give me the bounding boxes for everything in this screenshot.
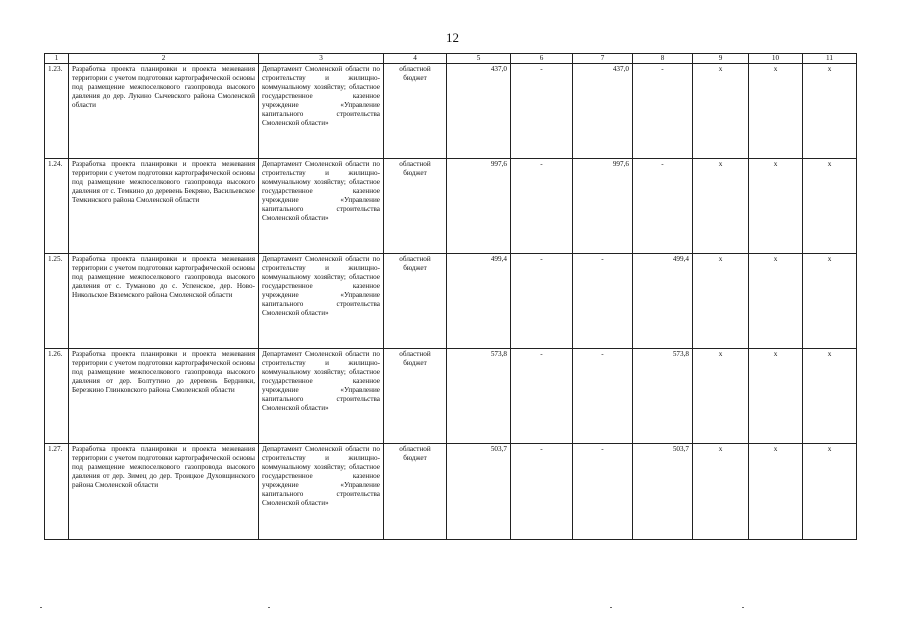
- item-col11: х: [803, 254, 857, 349]
- column-number: 5: [447, 54, 511, 64]
- item-col8: 499,4: [633, 254, 693, 349]
- column-number: 3: [259, 54, 384, 64]
- item-total: 437,0: [447, 64, 511, 159]
- item-number: 1.23.: [45, 64, 69, 159]
- item-total: 573,8: [447, 349, 511, 444]
- item-col8: -: [633, 64, 693, 159]
- item-col11: х: [803, 64, 857, 159]
- item-col7: 437,0: [573, 64, 633, 159]
- item-col9: х: [693, 159, 749, 254]
- column-number: 6: [511, 54, 573, 64]
- item-col6: -: [511, 159, 573, 254]
- item-col11: х: [803, 159, 857, 254]
- item-col11: х: [803, 349, 857, 444]
- item-executor: Департамент Смоленской области по строительству и жилищно-коммунальному хозяйству; областное государственное казенное учреждение «Управление капитального строительства Смоленской области»: [259, 254, 384, 349]
- item-col6: -: [511, 349, 573, 444]
- item-number: 1.24.: [45, 159, 69, 254]
- item-executor: Департамент Смоленской области по строительству и жилищно-коммунальному хозяйству; областное государственное казенное учреждение «Управление капитального строительства Смоленской области»: [259, 64, 384, 159]
- column-number: 4: [384, 54, 447, 64]
- item-col10: х: [749, 254, 803, 349]
- item-col6: -: [511, 444, 573, 540]
- item-total: 997,6: [447, 159, 511, 254]
- item-funding-source: областной бюджет: [384, 349, 447, 444]
- item-col9: х: [693, 349, 749, 444]
- item-funding-source: областной бюджет: [384, 159, 447, 254]
- item-col6: -: [511, 64, 573, 159]
- item-col8: 573,8: [633, 349, 693, 444]
- item-col10: х: [749, 349, 803, 444]
- item-col7: -: [573, 444, 633, 540]
- item-number: 1.27.: [45, 444, 69, 540]
- column-number: 7: [573, 54, 633, 64]
- item-col6: -: [511, 254, 573, 349]
- item-description: Разработка проекта планировки и проекта межевания территории с учетом подготовки картографической основы под размещение межпоселкового газопровода высокого давления от дер. Болтутино до деревень Бердники, Березкино Глинковского района Смоленской области: [69, 349, 259, 444]
- item-funding-source: областной бюджет: [384, 444, 447, 540]
- item-description: Разработка проекта планировки и проекта межевания территории с учетом подготовки картографической основы под размещение межпоселкового газопровода высокого давления от дер. Зимец до дер. Троицкое Духовщинского района Смоленской области: [69, 444, 259, 540]
- table-row: [45, 159, 857, 254]
- scan-speck: [268, 607, 270, 608]
- column-number: 2: [69, 54, 259, 64]
- item-executor: Департамент Смоленской области по строительству и жилищно-коммунальному хозяйству; областное государственное казенное учреждение «Управление капитального строительства Смоленской области»: [259, 349, 384, 444]
- item-description: Разработка проекта планировки и проекта межевания территории с учетом подготовки картографической основы под размещение межпоселкового газопровода высокого давления до дер. Лукино Сычевского района Смоленской области: [69, 64, 259, 159]
- item-executor: Департамент Смоленской области по строительству и жилищно-коммунальному хозяйству; областное государственное казенное учреждение «Управление капитального строительства Смоленской области»: [259, 444, 384, 540]
- column-number: 10: [749, 54, 803, 64]
- item-total: 499,4: [447, 254, 511, 349]
- column-number: 1: [45, 54, 69, 64]
- column-numbers-row: [45, 54, 857, 64]
- item-executor: Департамент Смоленской области по строительству и жилищно-коммунальному хозяйству; областное государственное казенное учреждение «Управление капитального строительства Смоленской области»: [259, 159, 384, 254]
- page-number: 12: [446, 30, 459, 45]
- item-total: 503,7: [447, 444, 511, 540]
- table-row: [45, 64, 857, 159]
- item-funding-source: областной бюджет: [384, 254, 447, 349]
- item-number: 1.25.: [45, 254, 69, 349]
- item-funding-source: областной бюджет: [384, 64, 447, 159]
- item-description: Разработка проекта планировки и проекта межевания территории с учетом подготовки картографической основы под размещение межпоселкового газопровода высокого давления от с. Туманово до с. Успенское, дер. Ново-Никольское Вяземского района Смоленской области: [69, 254, 259, 349]
- column-number: 11: [803, 54, 857, 64]
- table-row: [45, 254, 857, 349]
- scan-speck: [742, 607, 744, 608]
- item-col8: 503,7: [633, 444, 693, 540]
- item-col10: х: [749, 159, 803, 254]
- item-col9: х: [693, 254, 749, 349]
- scan-speck: [40, 607, 42, 608]
- item-col9: х: [693, 64, 749, 159]
- item-col8: -: [633, 159, 693, 254]
- item-col10: х: [749, 64, 803, 159]
- item-description: Разработка проекта планировки и проекта межевания территории с учетом подготовки картографической основы под размещение межпоселкового газопровода высокого давления от с. Темкино до деревень Бекряно, Васильевское Темкинского района Смоленской области: [69, 159, 259, 254]
- column-number: 8: [633, 54, 693, 64]
- item-col7: -: [573, 254, 633, 349]
- item-col7: -: [573, 349, 633, 444]
- budget-table: [44, 53, 857, 540]
- item-col11: х: [803, 444, 857, 540]
- item-col9: х: [693, 444, 749, 540]
- item-col7: 997,6: [573, 159, 633, 254]
- scan-speck: [610, 607, 612, 608]
- item-col10: х: [749, 444, 803, 540]
- table-row: [45, 444, 857, 540]
- column-number: 9: [693, 54, 749, 64]
- table-row: [45, 349, 857, 444]
- item-number: 1.26.: [45, 349, 69, 444]
